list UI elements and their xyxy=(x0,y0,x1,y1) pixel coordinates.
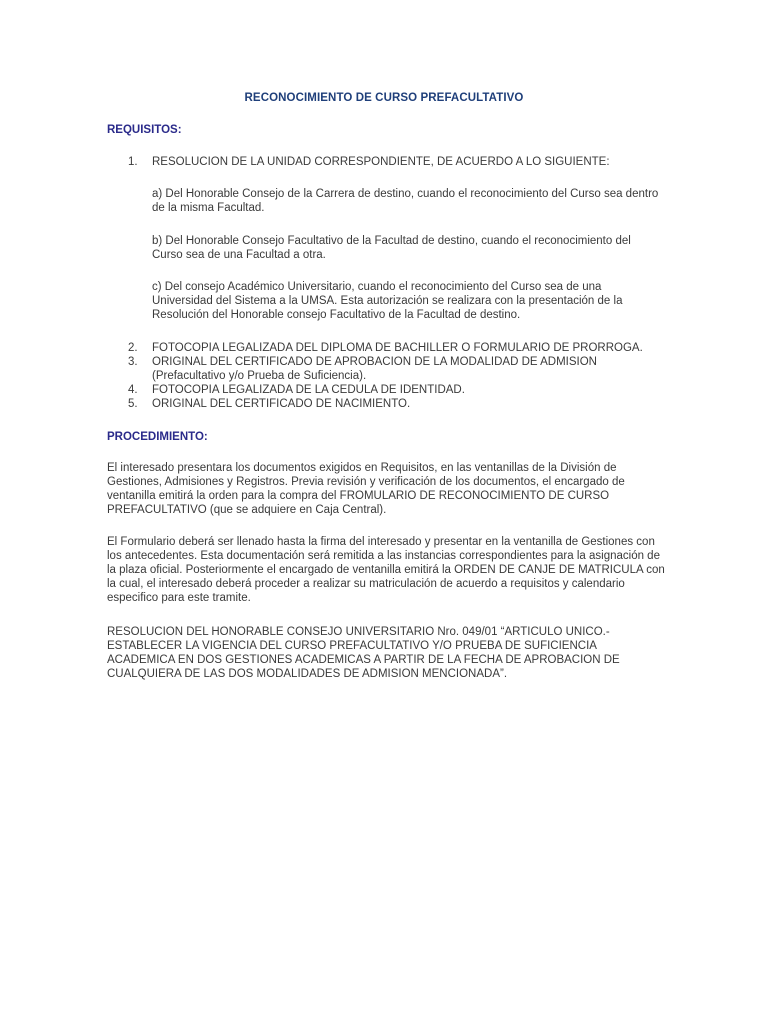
procedimiento-heading: PROCEDIMIENTO: xyxy=(107,431,208,443)
subitem-b: b) Del Honorable Consejo Facultativo de la Facultad de destino, cuando el reconocimiento del Curso sea de una Facultad a otra. xyxy=(152,235,631,261)
requirement-number: 4. xyxy=(128,384,138,396)
subitem-a: a) Del Honorable Consejo de la Carrera de destino, cuando el reconocimiento del Curso sea dentro de la misma Facultad. xyxy=(152,188,659,214)
requirement-text: RESOLUCION DE LA UNIDAD CORRESPONDIENTE, DE ACUERDO A LO SIGUIENTE: xyxy=(152,156,610,168)
requisitos-heading: REQUISITOS: xyxy=(107,124,182,136)
requirement-number: 1. xyxy=(128,156,138,168)
document-title: RECONOCIMIENTO DE CURSO PREFACULTATIVO xyxy=(244,92,524,104)
requirement-text: ORIGINAL DEL CERTIFICADO DE APROBACION DE LA MODALIDAD DE ADMISION (Prefacultativo y/o Prueba de Suficiencia). xyxy=(152,356,597,382)
requirement-number: 3. xyxy=(128,356,138,368)
requirement-text: FOTOCOPIA LEGALIZADA DE LA CEDULA DE IDENTIDAD. xyxy=(152,384,465,396)
subitem-c: c) Del consejo Académico Universitario, cuando el reconocimiento del Curso sea de una Universidad del Sistema a la UMSA. Esta autorización se realizara con la presentación de la Resolución del Honorable consejo Facultativo de la Facultad de destino. xyxy=(152,281,623,321)
procedure-paragraph-1: El interesado presentara los documentos exigidos en Requisitos, en las ventanillas de la División de Gestiones, Admisiones y Registros. Previa revisión y verificación de los documentos, el encargado de ventanilla emitirá la orden para la compra del FROMULARIO DE RECONOCIMIENTO DE CURSO PREFACULTATIVO (que se adquiere en Caja Central). xyxy=(107,462,625,516)
requirement-item-2 xyxy=(128,341,668,355)
requirement-item-5 xyxy=(128,397,668,411)
requirement-number: 2. xyxy=(128,342,138,354)
requirement-item-3 xyxy=(128,355,668,383)
procedure-paragraph-2: El Formulario deberá ser llenado hasta la firma del interesado y presentar en la ventanilla de Gestiones con los antecedentes. Esta documentación será remitida a las instancias correspondientes para la asignación de la plaza oficial. Posteriormente el encargado de ventanilla emitirá la ORDEN DE CANJE DE MATRICULA con la cual, el interesado deberá proceder a realizar su matriculación de acuerdo a requisitos y calendario especifico para este tramite. xyxy=(107,536,665,604)
resolution-paragraph: RESOLUCION DEL HONORABLE CONSEJO UNIVERSITARIO Nro. 049/01 “ARTICULO UNICO.- ESTABLECER LA VIGENCIA DEL CURSO PREFACULTATIVO Y/O PRUEBA DE SUFICIENCIA ACADEMICA EN DOS GESTIONES ACADEMICAS A PARTIR DE LA FECHA DE APROBACION DE CUALQUIERA DE LAS DOS MODALIDADES DE ADMISION MENCIONADA”. xyxy=(107,626,620,680)
requirement-text: FOTOCOPIA LEGALIZADA DEL DIPLOMA DE BACHILLER O FORMULARIO DE PRORROGA. xyxy=(152,342,643,354)
requirements-list xyxy=(128,341,668,411)
requirement-item-1 xyxy=(128,155,688,169)
requirement-text: ORIGINAL DEL CERTIFICADO DE NACIMIENTO. xyxy=(152,398,411,410)
requirement-item-4 xyxy=(128,383,668,397)
requirement-number: 5. xyxy=(128,398,138,410)
